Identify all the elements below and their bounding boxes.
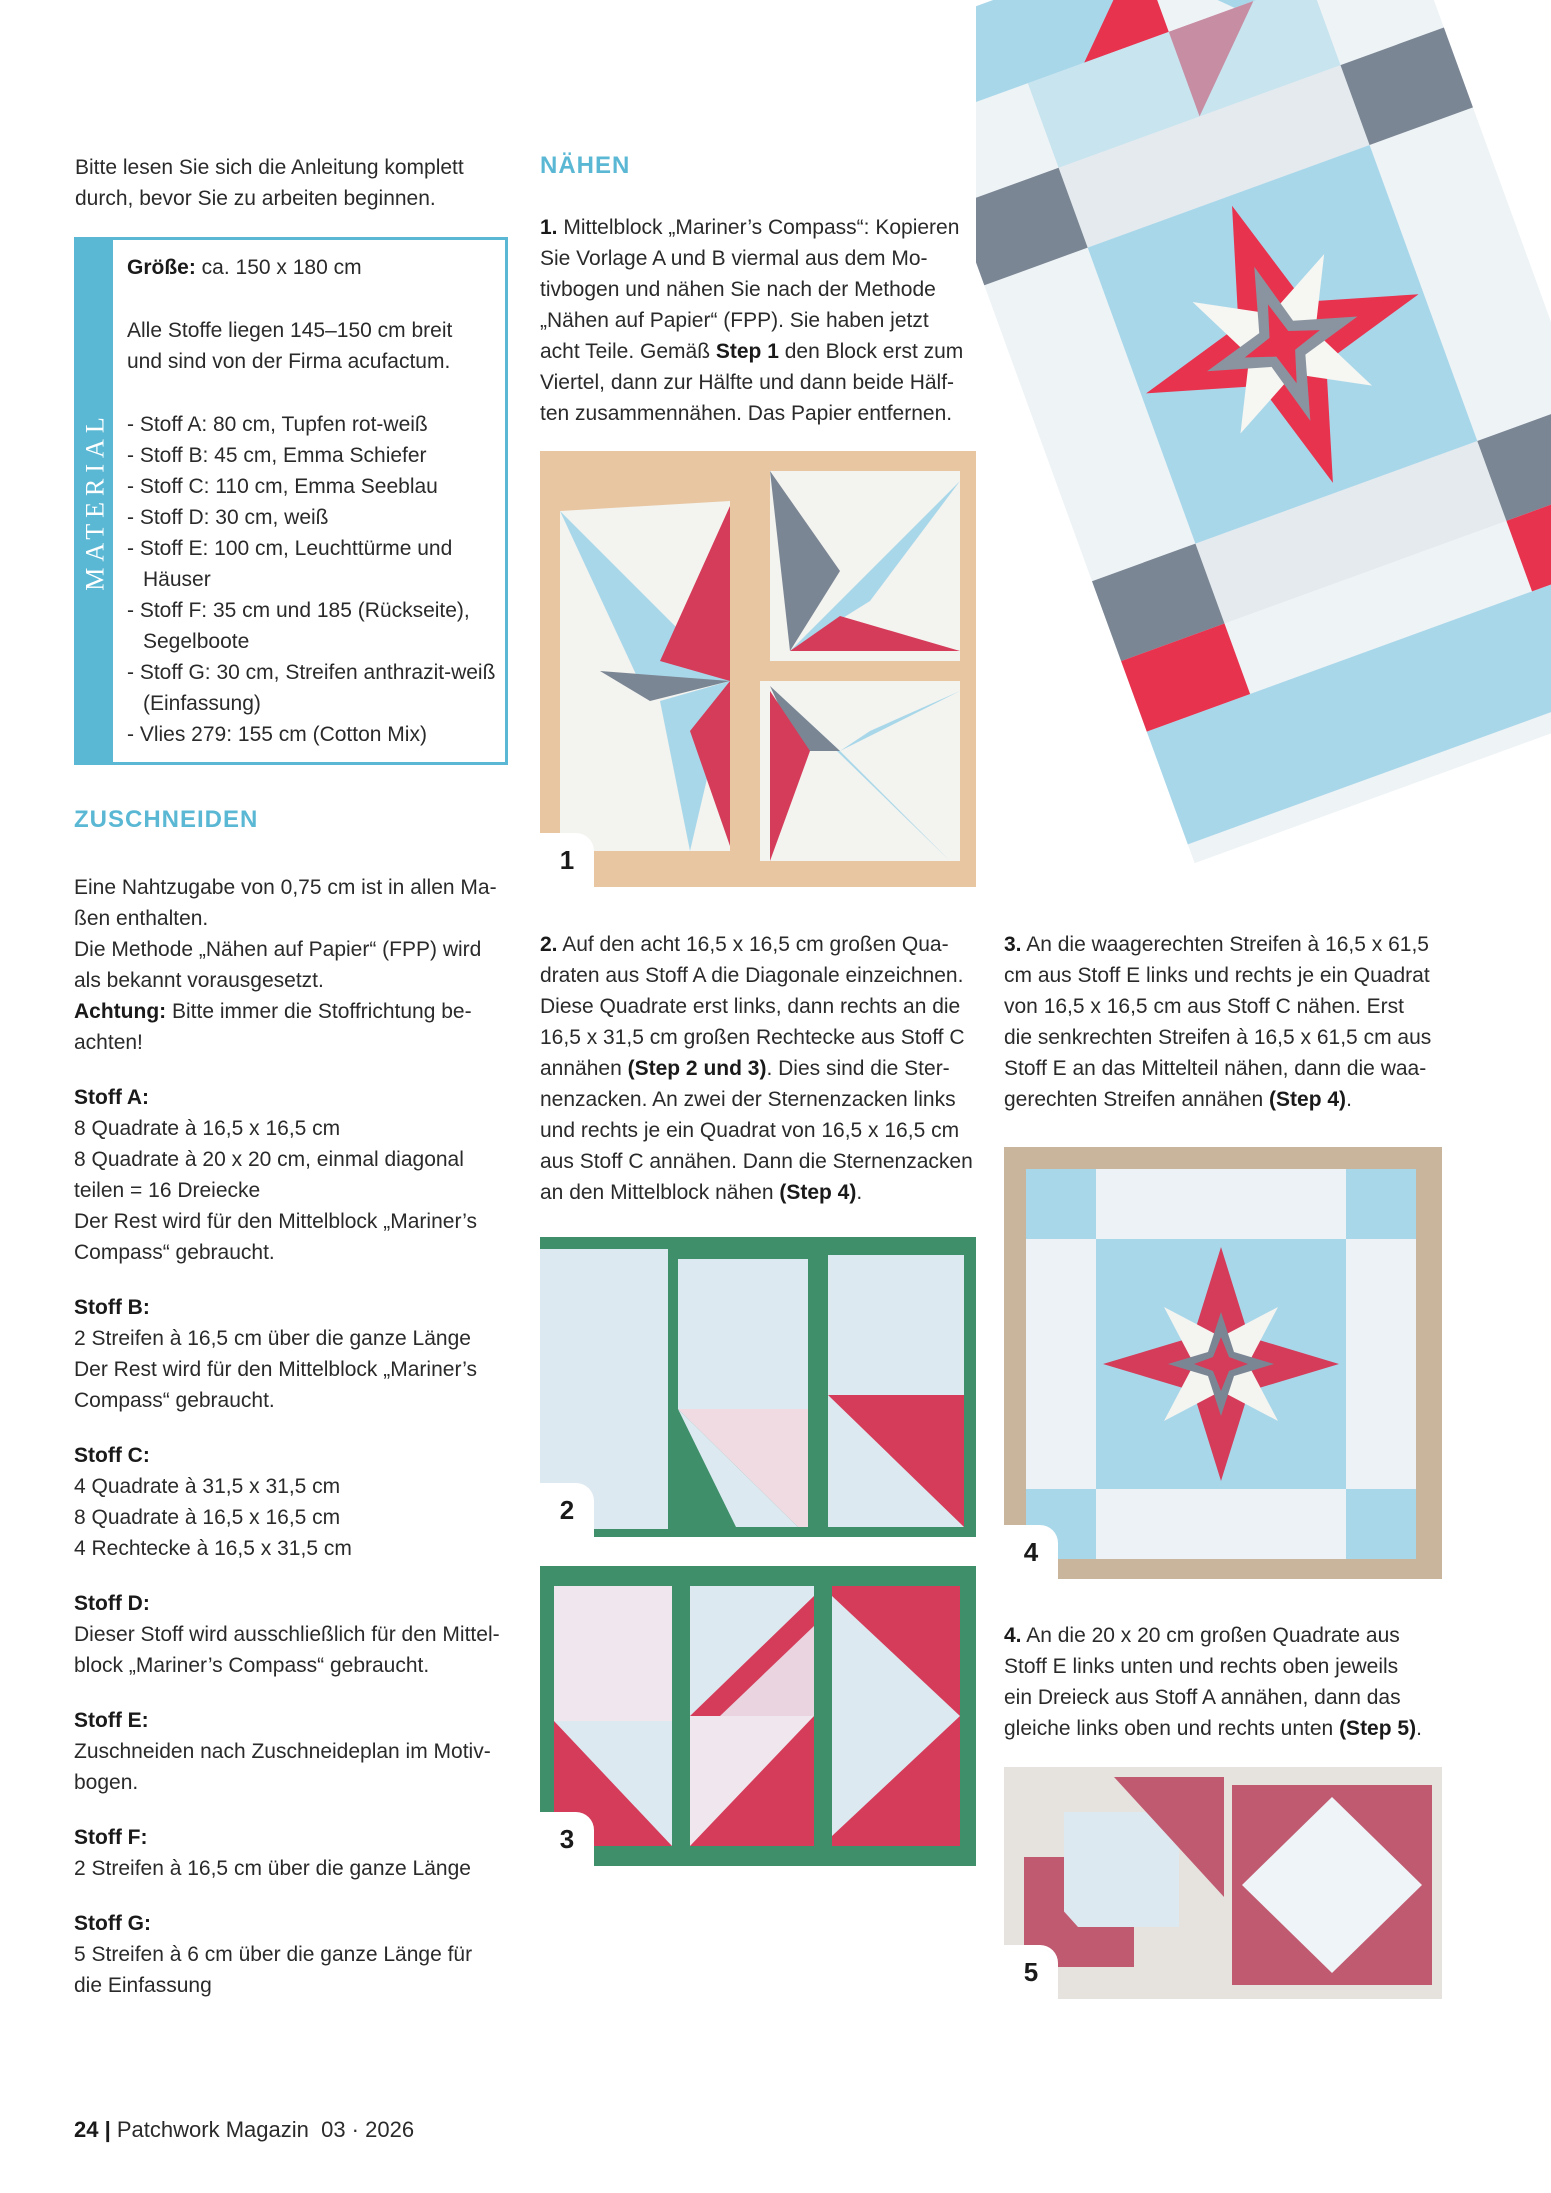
photo-number-badge: 3 xyxy=(540,1812,594,1866)
magazine-name: Patchwork Magazin xyxy=(116,2117,309,2142)
step1-text: 1. Mittelblock „Mariner’s Compass“: Kopieren Sie Vorlage A und B viermal aus dem Mo- tivbogen und nähen Sie nach der Methode „Nähen auf Papier“ (FPP). Sie haben jetzt acht Teile. Gemäß Step 1 den Block erst zum Viertel, dann zur Hälfte und dann beide Hälf- ten zusammennähen. Das Papier entfernen. xyxy=(540,216,964,425)
list-item: - Stoff C: 110 cm, Emma Seeblau xyxy=(127,475,438,498)
attention-line: Achtung: Bitte immer die Stoffrichtung be- xyxy=(74,1000,472,1023)
stoff-c: Stoff C: 4 Quadrate à 31,5 x 31,5 cm 8 Quadrate à 16,5 x 16,5 cm 4 Rechtecke à 16,5 x 31,5 cm xyxy=(74,1444,352,1560)
size-line: Größe: ca. 150 x 180 cm xyxy=(127,256,362,279)
stoff-e: Stoff E: Zuschneiden nach Zuschneideplan im Motiv- bogen. xyxy=(74,1709,491,1794)
photo-number-badge: 5 xyxy=(1004,1945,1058,1999)
photo-number-badge: 2 xyxy=(540,1483,594,1537)
material-list xyxy=(127,409,499,750)
page-number: 24 xyxy=(74,2117,99,2142)
step1-photo xyxy=(540,451,976,887)
stoff-b: Stoff B: 2 Streifen à 16,5 cm über die ganze Länge Der Rest wird für den Mittelblock „Mariner’s Compass“ gebraucht. xyxy=(74,1296,478,1412)
fabric-note: Alle Stoffe liegen 145–150 cm breit und sind von der Firma acufactum. xyxy=(127,319,453,373)
list-item: - Stoff A: 80 cm, Tupfen rot-weiß xyxy=(127,413,428,436)
issue: 03 · 2026 xyxy=(321,2117,415,2142)
step3-text: 3. An die waagerechten Streifen à 16,5 x 61,5 cm aus Stoff E links und rechts je ein Quadrat von 16,5 x 16,5 cm aus Stoff C nähen. Erst die senkrechten Streifen à 16,5 x 61,5 cm aus Stoff E an das Mittelteil nähen, dann die waa- gerechten Streifen annähen (Step 4). xyxy=(1004,933,1432,1111)
list-item: - Stoff D: 30 cm, weiß xyxy=(127,506,329,529)
list-item: - Vlies 279: 155 cm (Cotton Mix) xyxy=(127,723,427,746)
stoff-d: Stoff D: Dieser Stoff wird ausschließlich für den Mittel- block „Mariner’s Compass“ gebraucht. xyxy=(74,1592,500,1677)
photo-number-badge: 1 xyxy=(540,833,594,887)
list-item: - Stoff G: 30 cm, Streifen anthrazit-weiß (Einfassung) xyxy=(127,661,496,715)
stoff-a: Stoff A: 8 Quadrate à 16,5 x 16,5 cm 8 Quadrate à 20 x 20 cm, einmal diagonal teilen = 16 Dreiecke Der Rest wird für den Mittelblock „Mariner’s Compass“ gebraucht. xyxy=(74,1086,478,1264)
step4-photo xyxy=(1004,1147,1442,1579)
photo-number-badge: 4 xyxy=(1004,1525,1058,1579)
intro-text: Bitte lesen Sie sich die Anleitung komplett durch, bevor Sie zu arbeiten beginnen. xyxy=(75,156,464,210)
step5-photo xyxy=(1004,1767,1442,1999)
stoff-f: Stoff F: 2 Streifen à 16,5 cm über die ganze Länge xyxy=(74,1826,471,1880)
step2-photo xyxy=(540,1237,976,1537)
list-item: - Stoff E: 100 cm, Leuchttürme und Häuser xyxy=(127,537,453,591)
zuschneiden-heading: ZUSCHNEIDEN xyxy=(74,806,259,833)
page-footer: 24 | Patchwork Magazin 03 · 2026 xyxy=(74,2117,415,2142)
list-item: - Stoff B: 45 cm, Emma Schiefer xyxy=(127,444,427,467)
step3-photo xyxy=(540,1566,976,1866)
stoff-g: Stoff G: 5 Streifen à 6 cm über die ganze Länge für die Einfassung xyxy=(74,1912,473,1997)
zuschneiden-body: Eine Nahtzugabe von 0,75 cm ist in allen Ma- ßen enthalten. Die Methode „Nähen auf Papier“ (FPP) wird als bekannt vorausgesetzt. Achtung: Bitte immer die Stoffrichtung be- achten! Stoff A: 8 Quadrate à 16,5 x 16,5 cm 8 Quadrate à 20 x 20 cm, einmal diagonal teilen = 16 Dreiecke Der Rest wird für den Mittelblock „Mariner’s Compass“ gebraucht. Stoff B: 2 Streifen à 16,5 cm über die ganze Länge Der Rest wird für den Mittelblock „Mariner’s Compass“ gebraucht. Stoff C: 4 Quadrate à 31,5 x 31,5 cm 8 Quadrate à 16,5 x 16,5 cm 4 Rechtecke à 16,5 x 31,5 cm Stoff D: Dieser Stoff wird ausschließlich für den Mittel- block „Mariner’s Compass“ gebraucht. Stoff E: Zuschneiden nach Zuschneideplan im Motiv- bogen. Stoff F: 2 Streifen à 16,5 cm über die ganze Länge Stoff G: 5 Streifen à 6 cm über die ganze Länge für die Einfassung xyxy=(74,872,510,2001)
quilt-photo xyxy=(976,0,1551,870)
material-tab: MATERIAL xyxy=(77,240,113,762)
step4-text: 4. An die 20 x 20 cm großen Quadrate aus Stoff E links unten und rechts oben jeweils ein Dreieck aus Stoff A annähen, dann das gleiche links oben und rechts unten (Step 5). xyxy=(1004,1624,1422,1740)
step2-text: 2. Auf den acht 16,5 x 16,5 cm großen Qua- draten aus Stoff A die Diagonale einzeichnen. Diese Quadrate erst links, dann rechts an die 16,5 x 31,5 cm großen Rechtecke aus Stoff C annähen (Step 2 und 3). Dies sind die Ster- nenzacken. An zwei der Sternenzacken links und rechts je ein Quadrat von 16,5 x 16,5 cm aus Stoff C annähen. Dann die Sternenzacken an den Mittelblock nähen (Step 4). xyxy=(540,933,973,1204)
list-item: - Stoff F: 35 cm und 185 (Rückseite), Segelboote xyxy=(127,599,470,653)
naehen-heading: NÄHEN xyxy=(540,152,631,179)
material-box xyxy=(74,237,508,765)
